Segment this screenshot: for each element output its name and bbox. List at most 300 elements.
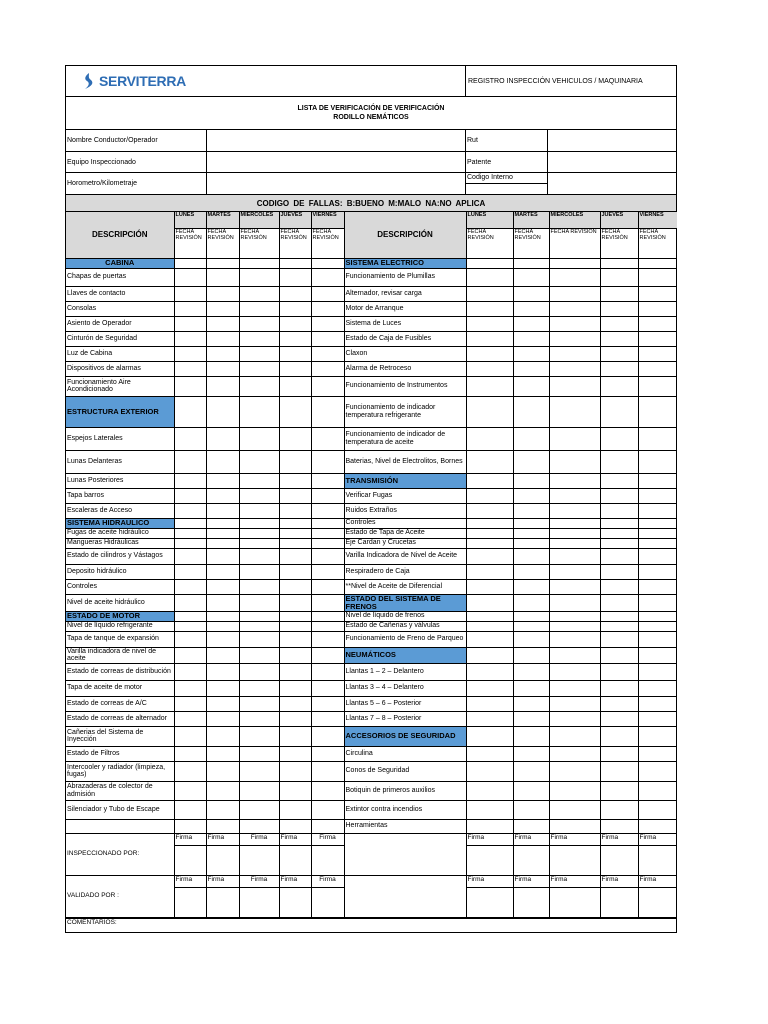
check-cell[interactable] — [513, 450, 549, 473]
check-cell[interactable] — [174, 711, 206, 726]
check-cell[interactable] — [239, 488, 279, 503]
check-cell[interactable] — [600, 301, 638, 316]
check-cell[interactable] — [638, 711, 677, 726]
check-cell[interactable] — [311, 621, 344, 631]
check-cell[interactable] — [174, 621, 206, 631]
check-cell[interactable] — [279, 726, 311, 746]
check-cell[interactable] — [279, 301, 311, 316]
check-cell[interactable] — [638, 503, 677, 518]
check-cell[interactable] — [279, 518, 311, 528]
check-cell[interactable] — [206, 427, 239, 450]
signature-box[interactable] — [174, 887, 206, 917]
check-cell[interactable] — [513, 726, 549, 746]
check-cell[interactable] — [466, 726, 513, 746]
check-cell[interactable] — [549, 696, 600, 711]
check-cell[interactable] — [638, 488, 677, 503]
check-cell[interactable] — [513, 647, 549, 663]
check-cell[interactable] — [206, 376, 239, 396]
check-cell[interactable] — [549, 800, 600, 819]
check-cell[interactable] — [513, 663, 549, 680]
check-cell[interactable] — [600, 631, 638, 647]
check-cell[interactable] — [638, 258, 677, 268]
check-cell[interactable] — [466, 621, 513, 631]
check-cell[interactable] — [638, 376, 677, 396]
check-cell[interactable] — [279, 427, 311, 450]
check-cell[interactable] — [549, 301, 600, 316]
check-cell[interactable] — [600, 611, 638, 621]
conductor-field[interactable] — [207, 130, 466, 151]
check-cell[interactable] — [279, 800, 311, 819]
check-cell[interactable] — [279, 258, 311, 268]
patente-field[interactable] — [548, 152, 676, 172]
check-cell[interactable] — [549, 361, 600, 376]
check-cell[interactable] — [239, 564, 279, 579]
check-cell[interactable] — [549, 647, 600, 663]
check-cell[interactable] — [174, 331, 206, 346]
check-cell[interactable] — [466, 503, 513, 518]
check-cell[interactable] — [638, 621, 677, 631]
check-cell[interactable] — [549, 726, 600, 746]
check-cell[interactable] — [206, 611, 239, 621]
check-cell[interactable] — [279, 548, 311, 564]
check-cell[interactable] — [311, 680, 344, 696]
check-cell[interactable] — [466, 680, 513, 696]
check-cell[interactable] — [513, 427, 549, 450]
check-cell[interactable] — [206, 528, 239, 538]
check-cell[interactable] — [466, 268, 513, 286]
check-cell[interactable] — [513, 711, 549, 726]
check-cell[interactable] — [206, 680, 239, 696]
check-cell[interactable] — [513, 579, 549, 594]
check-cell[interactable] — [206, 548, 239, 564]
check-cell[interactable] — [466, 746, 513, 761]
check-cell[interactable] — [513, 680, 549, 696]
check-cell[interactable] — [549, 746, 600, 761]
check-cell[interactable] — [174, 611, 206, 621]
check-cell[interactable] — [174, 396, 206, 427]
check-cell[interactable] — [174, 819, 206, 833]
check-cell[interactable] — [600, 711, 638, 726]
check-cell[interactable] — [466, 518, 513, 528]
check-cell[interactable] — [466, 781, 513, 800]
check-cell[interactable] — [279, 647, 311, 663]
check-cell[interactable] — [638, 819, 677, 833]
check-cell[interactable] — [206, 579, 239, 594]
check-cell[interactable] — [638, 680, 677, 696]
check-cell[interactable] — [174, 579, 206, 594]
check-cell[interactable] — [279, 503, 311, 518]
check-cell[interactable] — [206, 819, 239, 833]
check-cell[interactable] — [513, 268, 549, 286]
check-cell[interactable] — [239, 473, 279, 488]
check-cell[interactable] — [549, 268, 600, 286]
check-cell[interactable] — [174, 528, 206, 538]
check-cell[interactable] — [549, 819, 600, 833]
check-cell[interactable] — [174, 746, 206, 761]
check-cell[interactable] — [174, 696, 206, 711]
check-cell[interactable] — [600, 761, 638, 781]
check-cell[interactable] — [206, 331, 239, 346]
check-cell[interactable] — [600, 286, 638, 301]
check-cell[interactable] — [174, 538, 206, 548]
check-cell[interactable] — [311, 711, 344, 726]
check-cell[interactable] — [600, 538, 638, 548]
check-cell[interactable] — [206, 800, 239, 819]
check-cell[interactable] — [239, 528, 279, 538]
horometro-field[interactable] — [207, 173, 466, 194]
check-cell[interactable] — [174, 663, 206, 680]
signature-box[interactable] — [549, 845, 600, 875]
check-cell[interactable] — [239, 726, 279, 746]
check-cell[interactable] — [513, 396, 549, 427]
signature-box[interactable] — [638, 845, 677, 875]
check-cell[interactable] — [638, 396, 677, 427]
check-cell[interactable] — [239, 680, 279, 696]
check-cell[interactable] — [466, 579, 513, 594]
check-cell[interactable] — [600, 361, 638, 376]
check-cell[interactable] — [239, 268, 279, 286]
check-cell[interactable] — [174, 631, 206, 647]
check-cell[interactable] — [549, 711, 600, 726]
check-cell[interactable] — [279, 346, 311, 361]
check-cell[interactable] — [466, 286, 513, 301]
check-cell[interactable] — [239, 611, 279, 621]
check-cell[interactable] — [600, 548, 638, 564]
signature-box[interactable] — [174, 845, 206, 875]
signature-box[interactable] — [279, 887, 311, 917]
check-cell[interactable] — [174, 473, 206, 488]
check-cell[interactable] — [549, 346, 600, 361]
check-cell[interactable] — [600, 346, 638, 361]
check-cell[interactable] — [239, 621, 279, 631]
check-cell[interactable] — [279, 711, 311, 726]
check-cell[interactable] — [513, 473, 549, 488]
check-cell[interactable] — [600, 621, 638, 631]
check-cell[interactable] — [279, 594, 311, 611]
check-cell[interactable] — [279, 579, 311, 594]
check-cell[interactable] — [466, 663, 513, 680]
check-cell[interactable] — [638, 450, 677, 473]
check-cell[interactable] — [466, 361, 513, 376]
check-cell[interactable] — [600, 450, 638, 473]
check-cell[interactable] — [239, 396, 279, 427]
check-cell[interactable] — [174, 503, 206, 518]
check-cell[interactable] — [549, 548, 600, 564]
check-cell[interactable] — [600, 396, 638, 427]
check-cell[interactable] — [513, 301, 549, 316]
check-cell[interactable] — [239, 518, 279, 528]
check-cell[interactable] — [638, 316, 677, 331]
check-cell[interactable] — [279, 564, 311, 579]
check-cell[interactable] — [600, 680, 638, 696]
check-cell[interactable] — [174, 680, 206, 696]
check-cell[interactable] — [206, 396, 239, 427]
check-cell[interactable] — [279, 761, 311, 781]
check-cell[interactable] — [279, 316, 311, 331]
check-cell[interactable] — [206, 488, 239, 503]
check-cell[interactable] — [279, 663, 311, 680]
check-cell[interactable] — [638, 361, 677, 376]
check-cell[interactable] — [600, 800, 638, 819]
check-cell[interactable] — [174, 781, 206, 800]
check-cell[interactable] — [638, 427, 677, 450]
check-cell[interactable] — [239, 258, 279, 268]
check-cell[interactable] — [174, 427, 206, 450]
check-cell[interactable] — [279, 396, 311, 427]
check-cell[interactable] — [174, 548, 206, 564]
check-cell[interactable] — [206, 518, 239, 528]
check-cell[interactable] — [239, 631, 279, 647]
check-cell[interactable] — [279, 680, 311, 696]
check-cell[interactable] — [513, 746, 549, 761]
check-cell[interactable] — [513, 488, 549, 503]
check-cell[interactable] — [279, 819, 311, 833]
check-cell[interactable] — [311, 696, 344, 711]
check-cell[interactable] — [600, 473, 638, 488]
check-cell[interactable] — [549, 663, 600, 680]
signature-box[interactable] — [513, 887, 549, 917]
check-cell[interactable] — [600, 746, 638, 761]
signature-box[interactable] — [311, 845, 344, 875]
check-cell[interactable] — [311, 611, 344, 621]
check-cell[interactable] — [600, 647, 638, 663]
check-cell[interactable] — [638, 594, 677, 611]
check-cell[interactable] — [206, 631, 239, 647]
check-cell[interactable] — [206, 746, 239, 761]
check-cell[interactable] — [466, 331, 513, 346]
check-cell[interactable] — [206, 473, 239, 488]
check-cell[interactable] — [174, 376, 206, 396]
signature-box[interactable] — [600, 887, 638, 917]
rut-field[interactable] — [548, 130, 676, 151]
check-cell[interactable] — [549, 611, 600, 621]
check-cell[interactable] — [638, 286, 677, 301]
check-cell[interactable] — [239, 503, 279, 518]
check-cell[interactable] — [206, 564, 239, 579]
codigo-interno-field[interactable] — [548, 173, 676, 194]
check-cell[interactable] — [549, 488, 600, 503]
check-cell[interactable] — [638, 696, 677, 711]
check-cell[interactable] — [311, 346, 344, 361]
check-cell[interactable] — [549, 503, 600, 518]
check-cell[interactable] — [638, 473, 677, 488]
check-cell[interactable] — [311, 761, 344, 781]
check-cell[interactable] — [549, 331, 600, 346]
check-cell[interactable] — [513, 819, 549, 833]
check-cell[interactable] — [311, 316, 344, 331]
check-cell[interactable] — [600, 579, 638, 594]
check-cell[interactable] — [311, 538, 344, 548]
check-cell[interactable] — [466, 800, 513, 819]
check-cell[interactable] — [466, 611, 513, 621]
check-cell[interactable] — [549, 564, 600, 579]
check-cell[interactable] — [279, 611, 311, 621]
check-cell[interactable] — [311, 647, 344, 663]
check-cell[interactable] — [513, 631, 549, 647]
check-cell[interactable] — [513, 611, 549, 621]
check-cell[interactable] — [279, 473, 311, 488]
check-cell[interactable] — [466, 528, 513, 538]
check-cell[interactable] — [638, 631, 677, 647]
check-cell[interactable] — [206, 647, 239, 663]
check-cell[interactable] — [600, 663, 638, 680]
check-cell[interactable] — [638, 548, 677, 564]
check-cell[interactable] — [311, 594, 344, 611]
signature-box[interactable] — [513, 845, 549, 875]
check-cell[interactable] — [513, 696, 549, 711]
check-cell[interactable] — [174, 346, 206, 361]
check-cell[interactable] — [638, 564, 677, 579]
check-cell[interactable] — [513, 761, 549, 781]
check-cell[interactable] — [311, 518, 344, 528]
check-cell[interactable] — [311, 427, 344, 450]
signature-box[interactable] — [600, 845, 638, 875]
check-cell[interactable] — [206, 450, 239, 473]
check-cell[interactable] — [239, 746, 279, 761]
signature-box[interactable] — [206, 845, 239, 875]
equipo-field[interactable] — [207, 152, 466, 172]
check-cell[interactable] — [600, 528, 638, 538]
check-cell[interactable] — [638, 761, 677, 781]
check-cell[interactable] — [206, 663, 239, 680]
signature-box[interactable] — [466, 887, 513, 917]
check-cell[interactable] — [466, 548, 513, 564]
check-cell[interactable] — [549, 376, 600, 396]
check-cell[interactable] — [513, 346, 549, 361]
check-cell[interactable] — [600, 696, 638, 711]
check-cell[interactable] — [239, 331, 279, 346]
check-cell[interactable] — [549, 621, 600, 631]
check-cell[interactable] — [311, 631, 344, 647]
check-cell[interactable] — [239, 781, 279, 800]
check-cell[interactable] — [311, 450, 344, 473]
check-cell[interactable] — [600, 316, 638, 331]
check-cell[interactable] — [549, 631, 600, 647]
signature-box[interactable] — [549, 887, 600, 917]
check-cell[interactable] — [549, 528, 600, 538]
check-cell[interactable] — [600, 258, 638, 268]
check-cell[interactable] — [513, 548, 549, 564]
check-cell[interactable] — [600, 594, 638, 611]
check-cell[interactable] — [638, 663, 677, 680]
check-cell[interactable] — [174, 726, 206, 746]
check-cell[interactable] — [239, 696, 279, 711]
check-cell[interactable] — [638, 746, 677, 761]
check-cell[interactable] — [239, 761, 279, 781]
check-cell[interactable] — [638, 579, 677, 594]
check-cell[interactable] — [174, 800, 206, 819]
check-cell[interactable] — [466, 538, 513, 548]
check-cell[interactable] — [549, 538, 600, 548]
check-cell[interactable] — [638, 346, 677, 361]
check-cell[interactable] — [311, 800, 344, 819]
check-cell[interactable] — [311, 528, 344, 538]
check-cell[interactable] — [174, 488, 206, 503]
check-cell[interactable] — [206, 286, 239, 301]
check-cell[interactable] — [466, 396, 513, 427]
check-cell[interactable] — [513, 286, 549, 301]
check-cell[interactable] — [549, 579, 600, 594]
check-cell[interactable] — [239, 346, 279, 361]
check-cell[interactable] — [279, 538, 311, 548]
check-cell[interactable] — [466, 564, 513, 579]
check-cell[interactable] — [600, 518, 638, 528]
check-cell[interactable] — [239, 450, 279, 473]
check-cell[interactable] — [466, 647, 513, 663]
check-cell[interactable] — [513, 331, 549, 346]
check-cell[interactable] — [600, 781, 638, 800]
signature-box[interactable] — [206, 887, 239, 917]
check-cell[interactable] — [279, 696, 311, 711]
check-cell[interactable] — [638, 538, 677, 548]
check-cell[interactable] — [513, 564, 549, 579]
check-cell[interactable] — [600, 503, 638, 518]
check-cell[interactable] — [239, 301, 279, 316]
check-cell[interactable] — [206, 696, 239, 711]
check-cell[interactable] — [600, 564, 638, 579]
check-cell[interactable] — [638, 301, 677, 316]
check-cell[interactable] — [638, 528, 677, 538]
check-cell[interactable] — [466, 427, 513, 450]
check-cell[interactable] — [206, 258, 239, 268]
check-cell[interactable] — [206, 503, 239, 518]
signature-box[interactable] — [239, 887, 279, 917]
check-cell[interactable] — [206, 594, 239, 611]
check-cell[interactable] — [311, 361, 344, 376]
check-cell[interactable] — [513, 361, 549, 376]
check-cell[interactable] — [549, 286, 600, 301]
check-cell[interactable] — [549, 680, 600, 696]
signature-box[interactable] — [638, 887, 677, 917]
check-cell[interactable] — [174, 450, 206, 473]
check-cell[interactable] — [600, 488, 638, 503]
check-cell[interactable] — [638, 518, 677, 528]
check-cell[interactable] — [513, 800, 549, 819]
check-cell[interactable] — [549, 781, 600, 800]
check-cell[interactable] — [239, 286, 279, 301]
check-cell[interactable] — [513, 503, 549, 518]
check-cell[interactable] — [466, 819, 513, 833]
check-cell[interactable] — [311, 473, 344, 488]
check-cell[interactable] — [311, 726, 344, 746]
check-cell[interactable] — [239, 538, 279, 548]
check-cell[interactable] — [466, 316, 513, 331]
check-cell[interactable] — [549, 258, 600, 268]
check-cell[interactable] — [638, 331, 677, 346]
check-cell[interactable] — [239, 594, 279, 611]
check-cell[interactable] — [239, 663, 279, 680]
check-cell[interactable] — [311, 286, 344, 301]
check-cell[interactable] — [279, 450, 311, 473]
check-cell[interactable] — [311, 331, 344, 346]
check-cell[interactable] — [549, 450, 600, 473]
check-cell[interactable] — [513, 376, 549, 396]
check-cell[interactable] — [311, 781, 344, 800]
check-cell[interactable] — [239, 711, 279, 726]
check-cell[interactable] — [174, 564, 206, 579]
check-cell[interactable] — [513, 316, 549, 331]
check-cell[interactable] — [600, 726, 638, 746]
check-cell[interactable] — [311, 376, 344, 396]
check-cell[interactable] — [549, 396, 600, 427]
check-cell[interactable] — [206, 781, 239, 800]
check-cell[interactable] — [174, 518, 206, 528]
check-cell[interactable] — [206, 621, 239, 631]
check-cell[interactable] — [279, 331, 311, 346]
check-cell[interactable] — [174, 361, 206, 376]
check-cell[interactable] — [466, 488, 513, 503]
check-cell[interactable] — [466, 346, 513, 361]
